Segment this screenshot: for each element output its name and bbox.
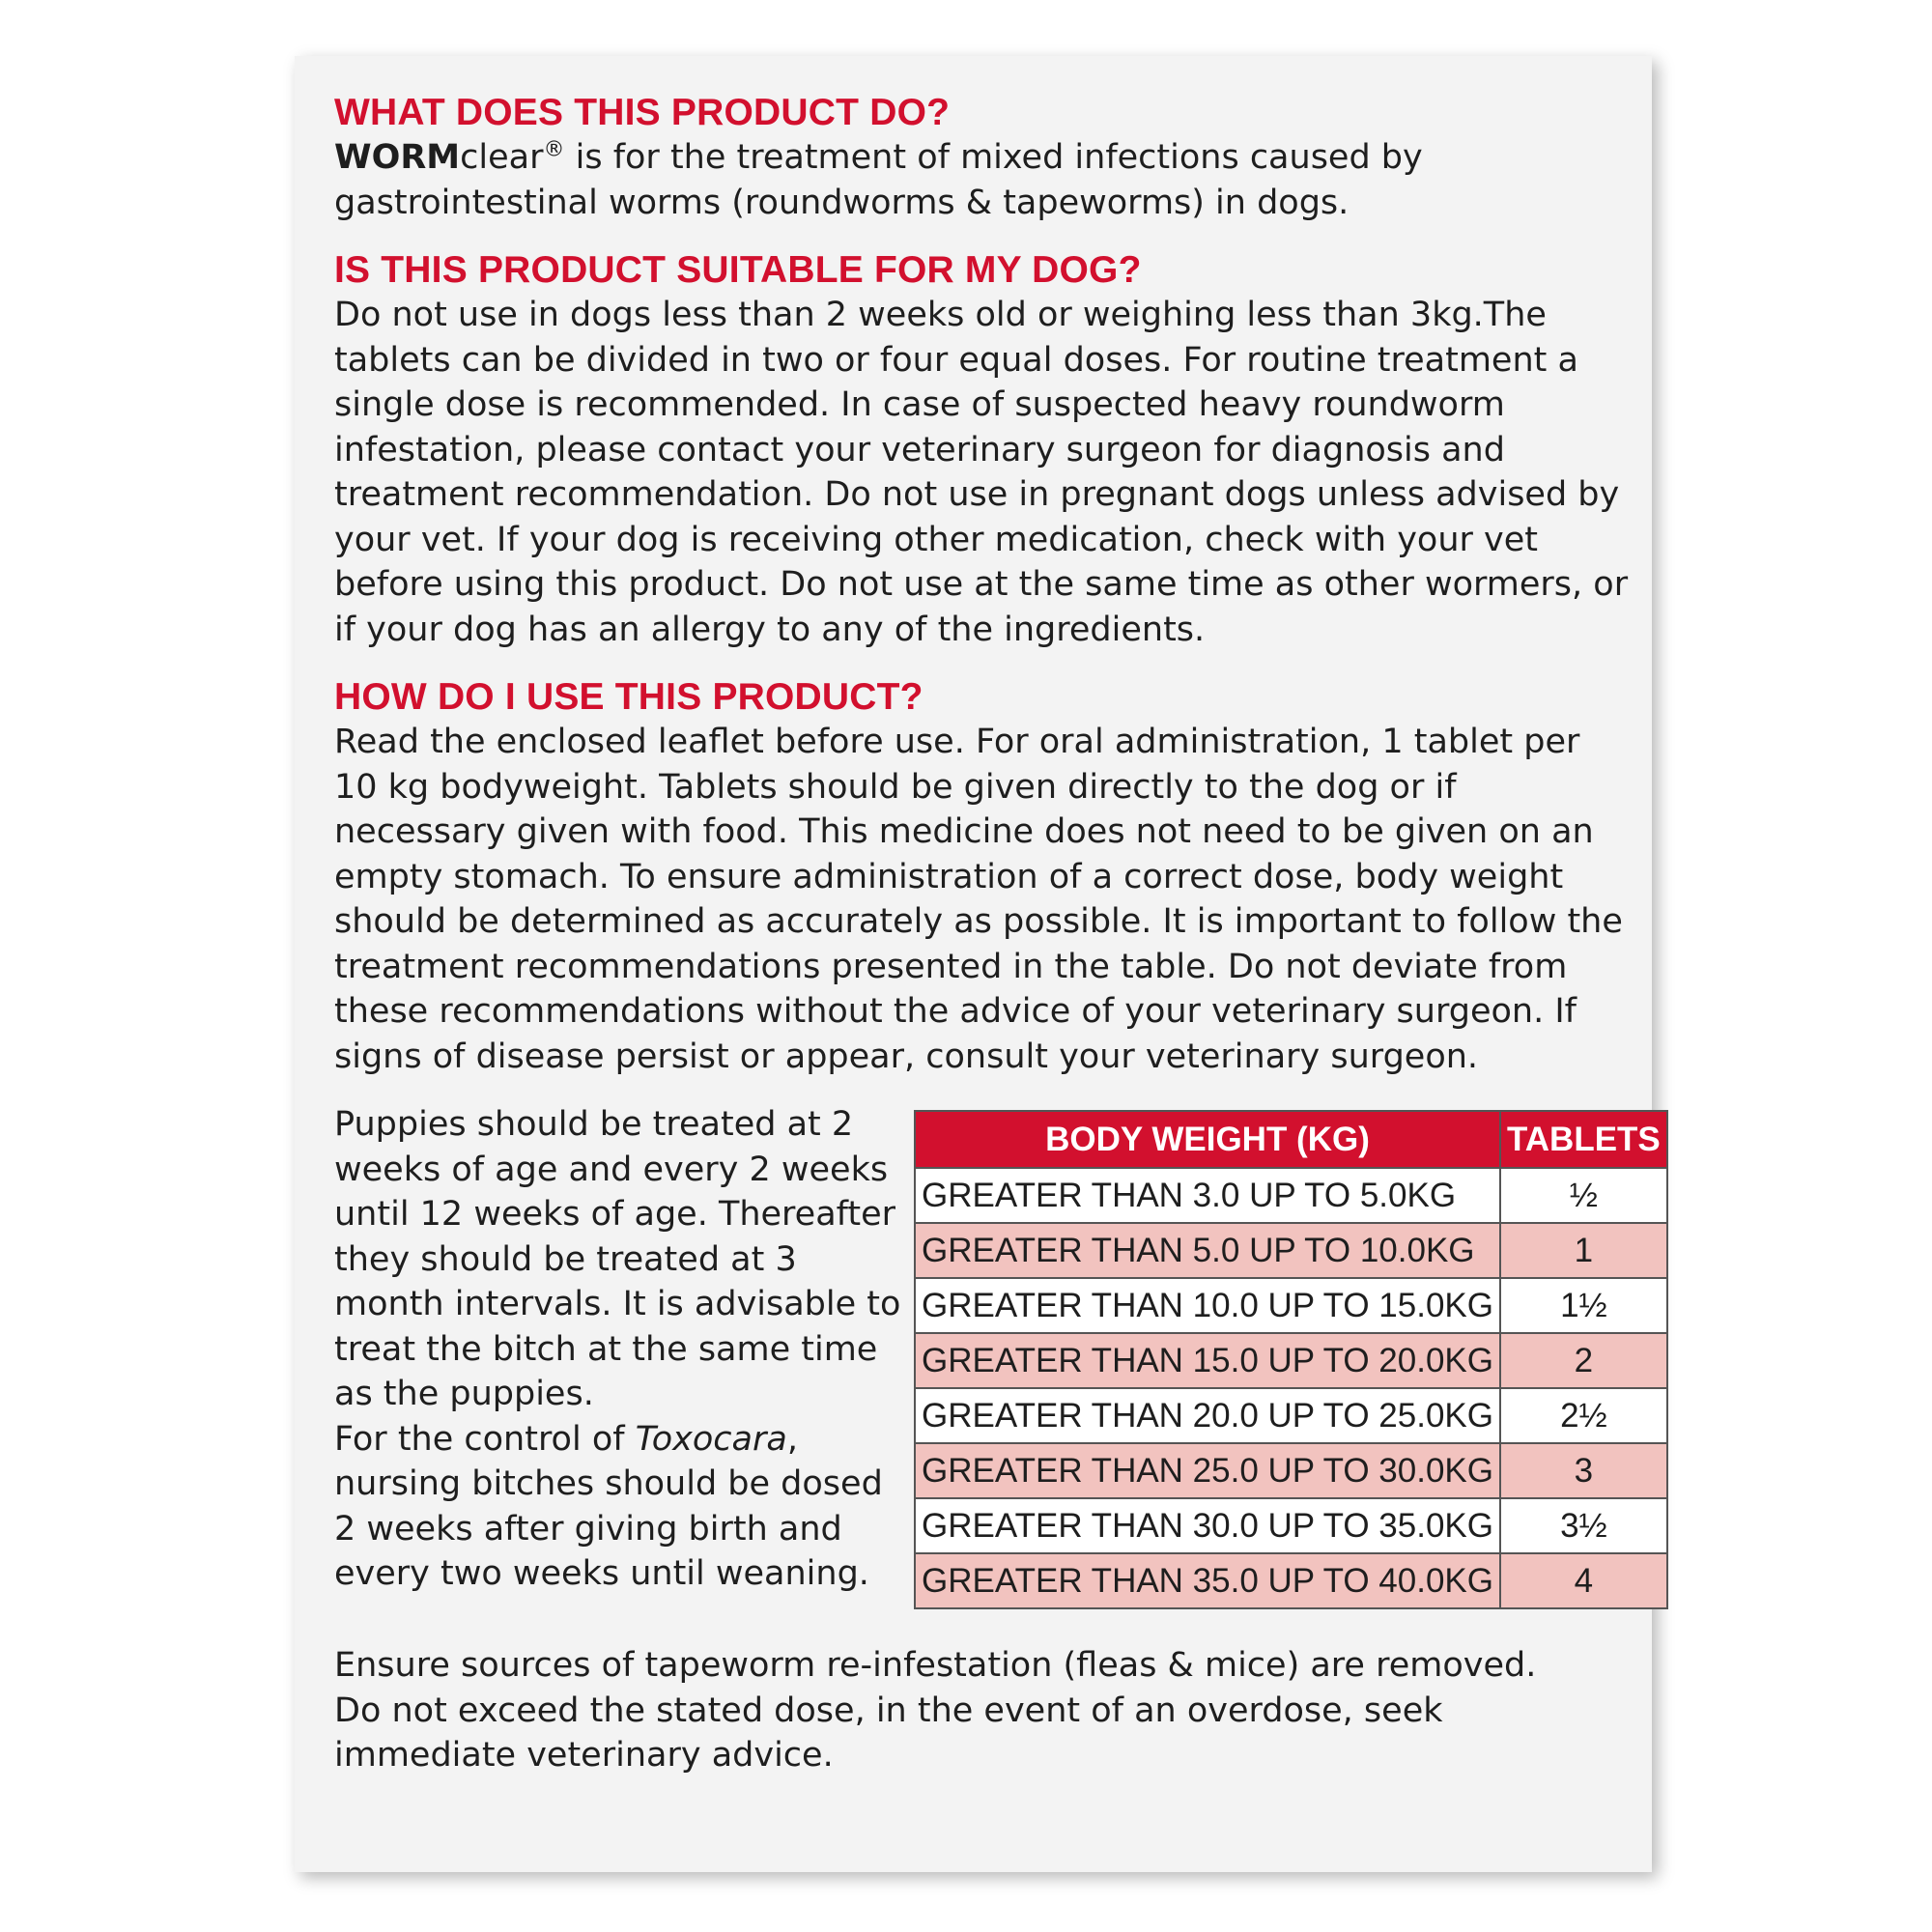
heading-use: HOW DO I USE THIS PRODUCT? [334, 676, 923, 718]
heading-suitable: IS THIS PRODUCT SUITABLE FOR MY DOG? [334, 249, 1142, 291]
table-row [915, 1333, 1667, 1388]
table-row [915, 1443, 1667, 1498]
paragraph-toxocara [334, 1417, 904, 1597]
toxocara-prefix: For the control of [334, 1419, 636, 1459]
weight-cell: GREATER THAN 10.0 UP TO 15.0KG [915, 1278, 1500, 1333]
paragraph-what [334, 135, 1629, 225]
paragraph-use: Read the enclosed leaflet before use. For oral administration, 1 tablet per 10 kg bodyweight. Tablets should be given directly to the dog or if necessary given with food. This medicine does not need to be given on an empty stomach. To ensure administration of a correct dose, body weight should be determined as accurately as possible. It is important to follow the treatment recommendations presented in the table. Do not deviate from these recommendations without the advice of your veterinary surgeon. If signs of disease persist or appear, consult your veterinary surgeon. [334, 723, 1623, 1076]
toxocara-name: Toxocara [635, 1419, 787, 1459]
footer-notes [334, 1643, 1629, 1778]
tablets-cell: 2 [1500, 1333, 1667, 1388]
product-info-card [295, 56, 1661, 1872]
tablets-cell: 4 [1500, 1553, 1667, 1608]
brand-name-light: clear [460, 138, 544, 177]
puppies-column [334, 1102, 904, 1597]
footer-line-fleas: Ensure sources of tapeworm re-infestation (fleas & mice) are removed. [334, 1646, 1537, 1685]
section-use [334, 675, 1629, 1079]
tablets-cell: 3½ [1500, 1498, 1667, 1553]
tablets-cell: 2½ [1500, 1388, 1667, 1443]
footer-line-overdose: Do not exceed the stated dose, in the event of an overdose, seek immediate veterinary advice. [334, 1690, 1443, 1775]
table-row [915, 1498, 1667, 1553]
tablets-cell: 3 [1500, 1443, 1667, 1498]
paragraph-puppies: Puppies should be treated at 2 weeks of age and every 2 weeks until 12 weeks of age. Thereafter they should be treated at 3 month intervals. It is advisable to treat the bitch at the same time as the puppies. [334, 1105, 901, 1413]
weight-cell: GREATER THAN 30.0 UP TO 35.0KG [915, 1498, 1500, 1553]
header-tablets: TABLETS [1500, 1111, 1667, 1168]
weight-cell: GREATER THAN 15.0 UP TO 20.0KG [915, 1333, 1500, 1388]
tablets-cell: 1½ [1500, 1278, 1667, 1333]
table-header-row [915, 1111, 1667, 1168]
table-row [915, 1553, 1667, 1608]
paragraph-suitable: Do not use in dogs less than 2 weeks old or weighing less than 3kg.The tablets can be divided in two or four equal doses. For routine treatment a single dose is recommended. In case of suspected heavy roundworm infestation, please contact your veterinary surgeon for diagnosis and treatment recommendation. Do not use in pregnant dogs unless advised by your vet. If your dog is receiving other medication, check with your vet before using this product. Do not use at the same time as other wormers, or if your dog has an allergy to any of the ingredients. [334, 296, 1629, 649]
tablets-cell: ½ [1500, 1168, 1667, 1223]
section-what [334, 91, 1629, 225]
section-suitable [334, 248, 1629, 652]
dosage-area [334, 1102, 1661, 1643]
weight-cell: GREATER THAN 5.0 UP TO 10.0KG [915, 1223, 1500, 1278]
tablets-cell: 1 [1500, 1223, 1667, 1278]
table-row [915, 1388, 1667, 1443]
weight-cell: GREATER THAN 3.0 UP TO 5.0KG [915, 1168, 1500, 1223]
toxocara-suffix: , nursing bitches should be dosed 2 weeks after giving birth and every two weeks until weaning. [334, 1419, 883, 1593]
table-row [915, 1278, 1667, 1333]
what-text: is for the treatment of mixed infections caused by gastrointestinal worms (roundworms & tapeworms) in dogs. [334, 138, 1423, 222]
table-row [915, 1223, 1667, 1278]
registered-mark: ® [543, 137, 565, 162]
dosage-table [914, 1110, 1668, 1609]
brand-name-bold: WORM [334, 138, 461, 177]
header-body-weight: BODY WEIGHT (KG) [915, 1111, 1500, 1168]
table-row [915, 1168, 1667, 1223]
weight-cell: GREATER THAN 20.0 UP TO 25.0KG [915, 1388, 1500, 1443]
heading-what: WHAT DOES THIS PRODUCT DO? [334, 92, 951, 133]
weight-cell: GREATER THAN 35.0 UP TO 40.0KG [915, 1553, 1500, 1608]
weight-cell: GREATER THAN 25.0 UP TO 30.0KG [915, 1443, 1500, 1498]
card-content [334, 91, 1661, 1778]
